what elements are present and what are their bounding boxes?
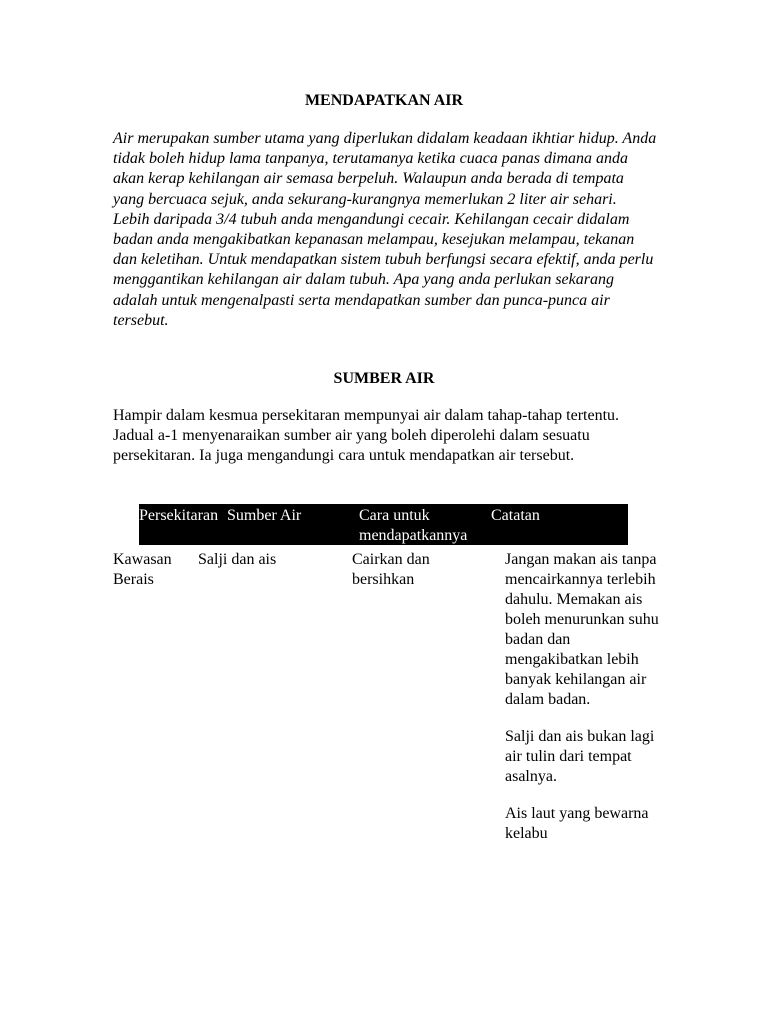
table-header-cell: Persekitaran [139, 507, 219, 524]
page-title: MENDAPATKAN AIR [304, 92, 464, 109]
section-paragraph: Hampir dalam kesmua persekitaran mempunyai air dalam tahap-tahap tertentu. Jadual a-1 menyenaraikan sumber air yang boleh diperolehi dalam sesuatu persekitaran. Ia juga mengandungi cara untuk mendapatkan air tersebut. [113, 407, 620, 464]
catatan-paragraph: Jangan makan ais tanpa mencairkannya terlebih dahulu. Memakan ais boleh menurunkan suhu badan dan mengakibatkan lebih banyak kehilangan air dalam badan. [505, 551, 659, 708]
catatan-paragraph: Ais laut yang bewarna kelabu [505, 805, 649, 842]
section-title: SUMBER AIR [333, 370, 435, 387]
table-cell-cara: Cairkan dan bersihkan [352, 551, 430, 588]
table-header-cell: Catatan [491, 507, 540, 524]
table-header-cell: Sumber Air [227, 507, 302, 524]
table-cell-sumber-air: Salji dan ais [198, 551, 277, 568]
catatan-paragraph: Salji dan ais bukan lagi air tulin dari tempat asalnya. [505, 728, 655, 785]
table-cell-persekitaran: Kawasan Berais [113, 551, 172, 588]
table-cell-catatan [505, 550, 661, 861]
table-header-cell: Cara untuk mendapatkannya [359, 507, 468, 544]
intro-paragraph: Air merupakan sumber utama yang diperlukan didalam keadaan ikhtiar hidup. Anda tidak boleh hidup lama tanpanya, terutamanya ketika cuaca panas dimana anda akan kerap kehilangan air semasa berpeluh. Walaupun anda berada di tempata yang bercuaca sejuk, anda sekurang-kurangnya memerlukan 2 liter air sehari. [113, 130, 657, 208]
intro-text [113, 129, 658, 331]
intro-paragraph: Lebih daripada 3/4 tubuh anda mengandungi cecair. Kehilangan cecair didalam badan anda mengakibatkan kepanasan melampau, kesejukan melampau, tekanan dan keletihan. Untuk mendapatkan sistem tubuh berfungsi secara efektif, anda perlu menggantikan kehilangan air dalam tubuh. Apa yang anda perlukan sekarang adalah untuk mengenalpasti serta mendapatkan sumber dan punca-punca air tersebut. [113, 210, 654, 329]
table-header [139, 504, 628, 545]
